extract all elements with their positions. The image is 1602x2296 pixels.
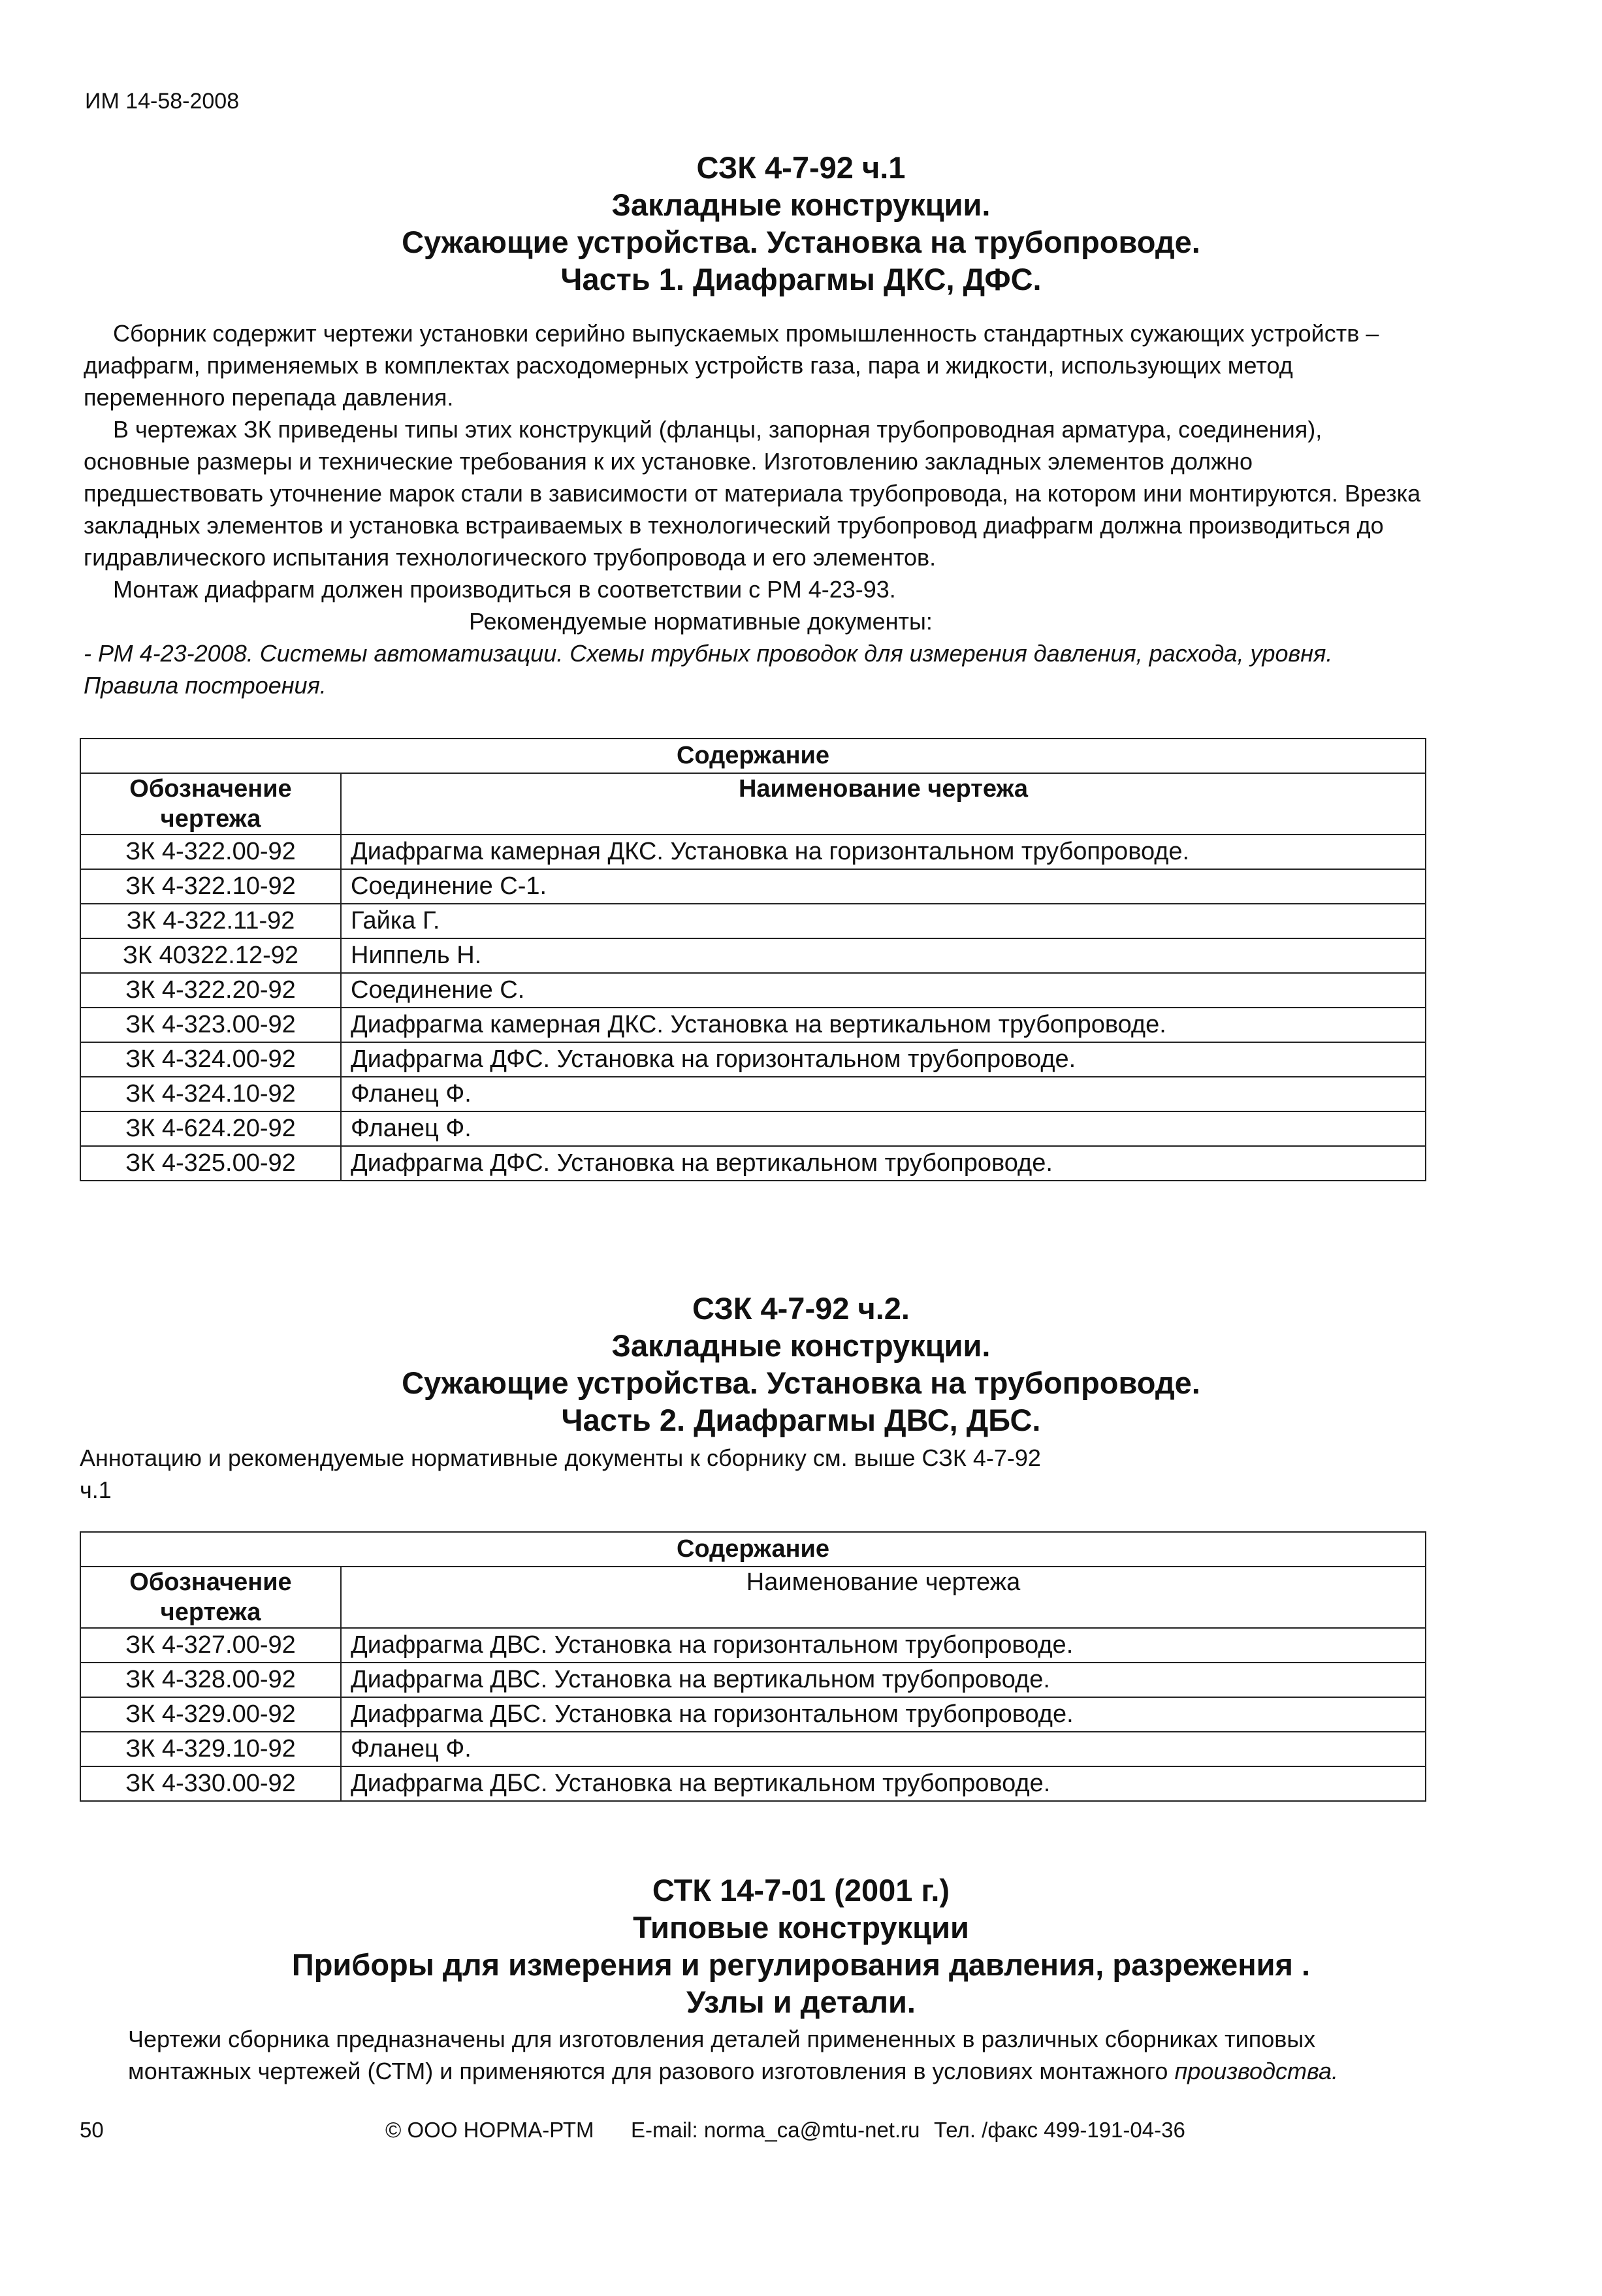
table-row (80, 1732, 1426, 1766)
section3-title-line: Приборы для измерения и регулирования давления, разрежения . (291, 1947, 1311, 1982)
section3-body (128, 2023, 1428, 2087)
section2-contents-table (80, 1531, 1426, 1802)
drawing-name-cell: Ниппель Н. (341, 938, 1426, 973)
drawing-code-cell: ЗК 4-624.20-92 (80, 1111, 341, 1146)
drawing-code-cell: ЗК 4-329.10-92 (80, 1732, 341, 1766)
drawing-name-cell: Диафрагма ДФС. Установка на горизонтальном трубопроводе. (341, 1042, 1426, 1077)
section2-annotation: Аннотацию и рекомендуемые нормативные документы к сборнику см. выше СЗК 4-7-92 ч.1 (80, 1444, 1041, 1503)
column-header-name: Наименование чертежа (341, 773, 1426, 835)
section1-body (84, 317, 1422, 701)
column-header-code: Обозначение чертежа (80, 1567, 341, 1628)
section2-table-body (80, 1628, 1426, 1801)
drawing-code-cell: ЗК 4-325.00-92 (80, 1146, 341, 1181)
recommended-document-item: - РМ 4-23-2008. Системы автоматизации. Схемы трубных проводок для измерения давления, расхода, уровня. Правила построения. (84, 640, 1333, 699)
table-row (80, 1697, 1426, 1732)
table-row (80, 1146, 1426, 1181)
section1-title-line: Часть 1. Диафрагмы ДКС, ДФС. (560, 262, 1042, 296)
page-number: 50 (80, 2118, 104, 2142)
section3-title (0, 1872, 1602, 2020)
drawing-code-cell: ЗК 4-329.00-92 (80, 1697, 341, 1732)
drawing-code-cell: ЗК 4-324.10-92 (80, 1077, 341, 1111)
table-row (80, 1111, 1426, 1146)
drawing-code-cell: ЗК 4-322.20-92 (80, 973, 341, 1008)
section1-table-body (80, 835, 1426, 1181)
table-row (80, 1077, 1426, 1111)
section1-contents-table (80, 738, 1426, 1181)
section2-title-line: Сужающие устройства. Установка на трубопроводе. (402, 1365, 1200, 1400)
drawing-code-cell: ЗК 40322.12-92 (80, 938, 341, 973)
section3-title-line: Узлы и детали. (686, 1985, 916, 2019)
footer-email: E-mail: norma_ca@mtu-net.ru (631, 2118, 920, 2142)
section1-paragraph: Монтаж диафрагм должен производиться в соответствии с РМ 4-23-93. (113, 576, 896, 603)
column-header-code: Обозначение чертежа (80, 773, 341, 835)
table-row (80, 1628, 1426, 1663)
drawing-name-cell: Диафрагма ДБС. Установка на вертикальном трубопроводе. (341, 1766, 1426, 1801)
drawing-name-cell: Диафрагма ДВС. Установка на вертикальном трубопроводе. (341, 1663, 1426, 1697)
drawing-code-cell: ЗК 4-322.00-92 (80, 835, 341, 869)
table-row (80, 835, 1426, 869)
section3-paragraph: Чертежи сборника предназначены для изготовления деталей примененных в различных сборниках типовых монтажных чертежей (СТМ) и применяются для разового изготовления в условиях монтажного (128, 2026, 1316, 2084)
drawing-code-cell: ЗК 4-327.00-92 (80, 1628, 341, 1663)
drawing-name-cell: Фланец Ф. (341, 1732, 1426, 1766)
drawing-name-cell: Диафрагма ДБС. Установка на горизонтальном трубопроводе. (341, 1697, 1426, 1732)
table-row (80, 904, 1426, 938)
table-row (80, 1663, 1426, 1697)
drawing-name-cell: Гайка Г. (341, 904, 1426, 938)
drawing-code-cell: ЗК 4-322.10-92 (80, 869, 341, 904)
drawing-name-cell: Фланец Ф. (341, 1077, 1426, 1111)
section1-paragraph: Сборник содержит чертежи установки серийно выпускаемых промышленность стандартных сужающих устройств – диафрагм, применяемых в комплектах расходомерных устройств газа, пара и жидкости, использующих метод переменного перепада давления. (84, 320, 1379, 411)
section1-title-line: Закладные конструкции. (611, 187, 991, 222)
table-caption: Содержание (80, 739, 1426, 773)
table-row (80, 938, 1426, 973)
table-row (80, 869, 1426, 904)
section1-title-line: Сужающие устройства. Установка на трубопроводе. (402, 225, 1200, 259)
drawing-name-cell: Фланец Ф. (341, 1111, 1426, 1146)
drawing-code-cell: ЗК 4-328.00-92 (80, 1663, 341, 1697)
drawing-code-cell: ЗК 4-322.11-92 (80, 904, 341, 938)
section3-title-line: Типовые конструкции (633, 1910, 969, 1945)
section1-paragraph: В чертежах ЗК приведены типы этих конструкций (фланцы, запорная трубопроводная арматура, соединения), основные размеры и технические требования к их установке. Изготовлению закладных элементов должно предшествовать уточнение марок стали в зависимости от материала трубопровода, на котором ини монтируются. Врезка закладных элементов и установка встраиваемых в технологический трубопровод диафрагм должна производиться до гидравлического испытания технологического трубопровода и его элементов. (84, 416, 1421, 571)
section2-title-line: Часть 2. Диафрагмы ДВС, ДБС. (561, 1403, 1041, 1437)
drawing-name-cell: Диафрагма камерная ДКС. Установка на горизонтальном трубопроводе. (341, 835, 1426, 869)
section1-title (0, 149, 1602, 298)
table-row (80, 1766, 1426, 1801)
section2-title-line: Закладные конструкции. (611, 1328, 991, 1363)
drawing-name-cell: Соединение С-1. (341, 869, 1426, 904)
recommended-documents-heading: Рекомендуемые нормативные документы: (469, 608, 933, 635)
document-header: ИМ 14-58-2008 (85, 89, 240, 114)
drawing-name-cell: Диафрагма камерная ДКС. Установка на вертикальном трубопроводе. (341, 1008, 1426, 1042)
table-caption: Содержание (80, 1532, 1426, 1567)
column-header-name: Наименование чертежа (341, 1567, 1426, 1628)
section3-paragraph-italic: производства. (1174, 2058, 1338, 2084)
drawing-name-cell: Диафрагма ДФС. Установка на вертикальном трубопроводе. (341, 1146, 1426, 1181)
drawing-code-cell: ЗК 4-330.00-92 (80, 1766, 341, 1801)
drawing-code-cell: ЗК 4-324.00-92 (80, 1042, 341, 1077)
drawing-name-cell: Диафрагма ДВС. Установка на горизонтальном трубопроводе. (341, 1628, 1426, 1663)
section2-title (0, 1290, 1602, 1439)
table-row (80, 973, 1426, 1008)
drawing-name-cell: Соединение С. (341, 973, 1426, 1008)
table-row (80, 1008, 1426, 1042)
table-row (80, 1042, 1426, 1077)
footer-phone: Тел. /факс 499-191-04-36 (934, 2118, 1185, 2142)
footer-copyright: © ООО НОРМА-РТМ (385, 2118, 594, 2142)
section2-title-line: СЗК 4-7-92 ч.2. (692, 1291, 910, 1326)
section1-title-line: СЗК 4-7-92 ч.1 (696, 150, 906, 185)
drawing-code-cell: ЗК 4-323.00-92 (80, 1008, 341, 1042)
section3-title-line: СТК 14-7-01 (2001 г.) (652, 1873, 950, 1907)
